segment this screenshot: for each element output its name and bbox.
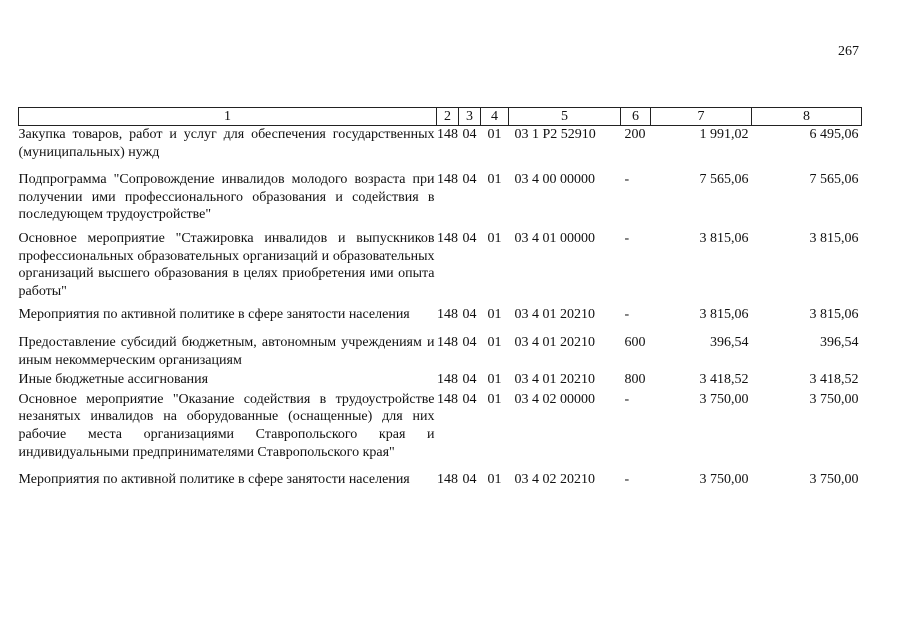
row-ved: 148 bbox=[437, 127, 458, 142]
row-name: Подпрограмма "Сопровождение инвалидов молодого возраста при получении ими профессионального образования и содействия в последующем трудоустройстве" bbox=[18, 172, 435, 223]
row-csr: 03 4 01 20210 bbox=[514, 307, 595, 323]
row-rz: 04 bbox=[462, 127, 477, 142]
row-csr: 03 1 P2 52910 bbox=[514, 127, 596, 142]
row-sum1: 3 418,52 bbox=[699, 372, 749, 388]
row-pr: 01 bbox=[487, 230, 502, 246]
row-sum1: 3 750,00 bbox=[699, 391, 749, 407]
row-name: Мероприятия по активной политике в сфере занятости населения bbox=[18, 307, 410, 323]
row-csr: 03 4 00 00000 bbox=[514, 172, 595, 188]
row-vr: - bbox=[624, 172, 630, 188]
column-header-vr: 6 bbox=[621, 108, 651, 126]
row-rz: 04 bbox=[462, 334, 477, 350]
row-ved: 148 bbox=[437, 472, 458, 488]
row-name: Закупка товаров, работ и услуг для обеспечения государственных (муниципальных) нужд bbox=[18, 127, 435, 160]
row-sum1: 3 815,06 bbox=[699, 230, 749, 246]
table-row bbox=[19, 306, 862, 334]
column-header-rz: 3 bbox=[459, 108, 481, 126]
row-name: Иные бюджетные ассигнования bbox=[18, 372, 209, 388]
column-header-ved: 2 bbox=[437, 108, 459, 126]
row-csr: 03 4 02 00000 bbox=[514, 391, 595, 407]
column-header-csr: 5 bbox=[509, 108, 621, 126]
row-pr: 01 bbox=[487, 372, 502, 388]
row-sum1: 1 991,02 bbox=[699, 127, 749, 142]
row-sum2: 3 750,00 bbox=[809, 472, 859, 488]
row-vr: - bbox=[624, 472, 630, 488]
row-vr: 600 bbox=[624, 334, 646, 350]
column-header-sum1: 7 bbox=[651, 108, 752, 126]
row-csr: 03 4 01 20210 bbox=[514, 334, 595, 350]
row-pr: 01 bbox=[487, 127, 502, 142]
row-sum2: 3 815,06 bbox=[809, 307, 859, 323]
column-header-sum2: 8 bbox=[752, 108, 862, 126]
table-row bbox=[19, 471, 862, 489]
row-pr: 01 bbox=[487, 391, 502, 407]
row-sum1: 3 815,06 bbox=[699, 307, 749, 323]
row-sum2: 7 565,06 bbox=[809, 172, 859, 188]
row-name: Предоставление субсидий бюджетным, автономным учреждениям и иным некоммерческим организациям bbox=[18, 334, 435, 368]
row-name: Мероприятия по активной политике в сфере занятости населения bbox=[18, 472, 410, 488]
table-row bbox=[19, 334, 862, 371]
row-vr: - bbox=[624, 230, 630, 246]
row-sum1: 3 750,00 bbox=[699, 472, 749, 488]
row-vr: 200 bbox=[624, 127, 646, 142]
row-name: Основное мероприятие "Стажировка инвалидов и выпускников профессиональных образовательных организаций и образовательных организаций высшего образования в целях приобретения ими опыта работы" bbox=[18, 230, 435, 299]
table-row bbox=[19, 391, 862, 471]
row-ved: 148 bbox=[437, 334, 458, 350]
row-ved: 148 bbox=[437, 230, 458, 246]
table-row bbox=[19, 126, 862, 172]
table-header-row bbox=[19, 108, 862, 126]
row-rz: 04 bbox=[462, 230, 477, 246]
budget-table bbox=[18, 107, 862, 489]
row-sum2: 6 495,06 bbox=[809, 127, 859, 142]
row-csr: 03 4 02 20210 bbox=[514, 472, 595, 488]
row-pr: 01 bbox=[487, 172, 502, 188]
row-ved: 148 bbox=[437, 391, 458, 407]
table-row bbox=[19, 230, 862, 306]
row-pr: 01 bbox=[487, 472, 502, 488]
row-sum1: 396,54 bbox=[710, 334, 749, 350]
table-row bbox=[19, 171, 862, 230]
row-rz: 04 bbox=[462, 472, 477, 488]
column-header-name: 1 bbox=[19, 108, 437, 126]
row-ved: 148 bbox=[437, 172, 458, 188]
row-sum2: 3 815,06 bbox=[809, 230, 859, 246]
row-sum2: 396,54 bbox=[820, 334, 859, 350]
row-pr: 01 bbox=[487, 334, 502, 350]
row-ved: 148 bbox=[437, 307, 458, 323]
row-vr: - bbox=[624, 307, 630, 323]
row-pr: 01 bbox=[487, 307, 502, 323]
row-rz: 04 bbox=[462, 372, 477, 388]
column-header-pr: 4 bbox=[481, 108, 509, 126]
row-csr: 03 4 01 00000 bbox=[514, 230, 595, 246]
row-rz: 04 bbox=[462, 391, 477, 407]
row-sum2: 3 750,00 bbox=[809, 391, 859, 407]
row-rz: 04 bbox=[462, 172, 477, 188]
row-csr: 03 4 01 20210 bbox=[514, 372, 595, 388]
row-name: Основное мероприятие "Оказание содействия в трудоустройстве незанятых инвалидов на оборудованные (оснащенные) для них рабочие места организациями Ставропольского края и индивидуальными предпринимателями Ставропольского края" bbox=[18, 391, 435, 460]
row-vr: - bbox=[624, 391, 630, 407]
row-sum1: 7 565,06 bbox=[699, 172, 749, 188]
page-number: 267 bbox=[838, 44, 859, 59]
row-vr: 800 bbox=[624, 372, 646, 388]
row-rz: 04 bbox=[462, 307, 477, 323]
row-sum2: 3 418,52 bbox=[809, 372, 859, 388]
row-ved: 148 bbox=[437, 372, 458, 388]
table-row bbox=[19, 371, 862, 391]
